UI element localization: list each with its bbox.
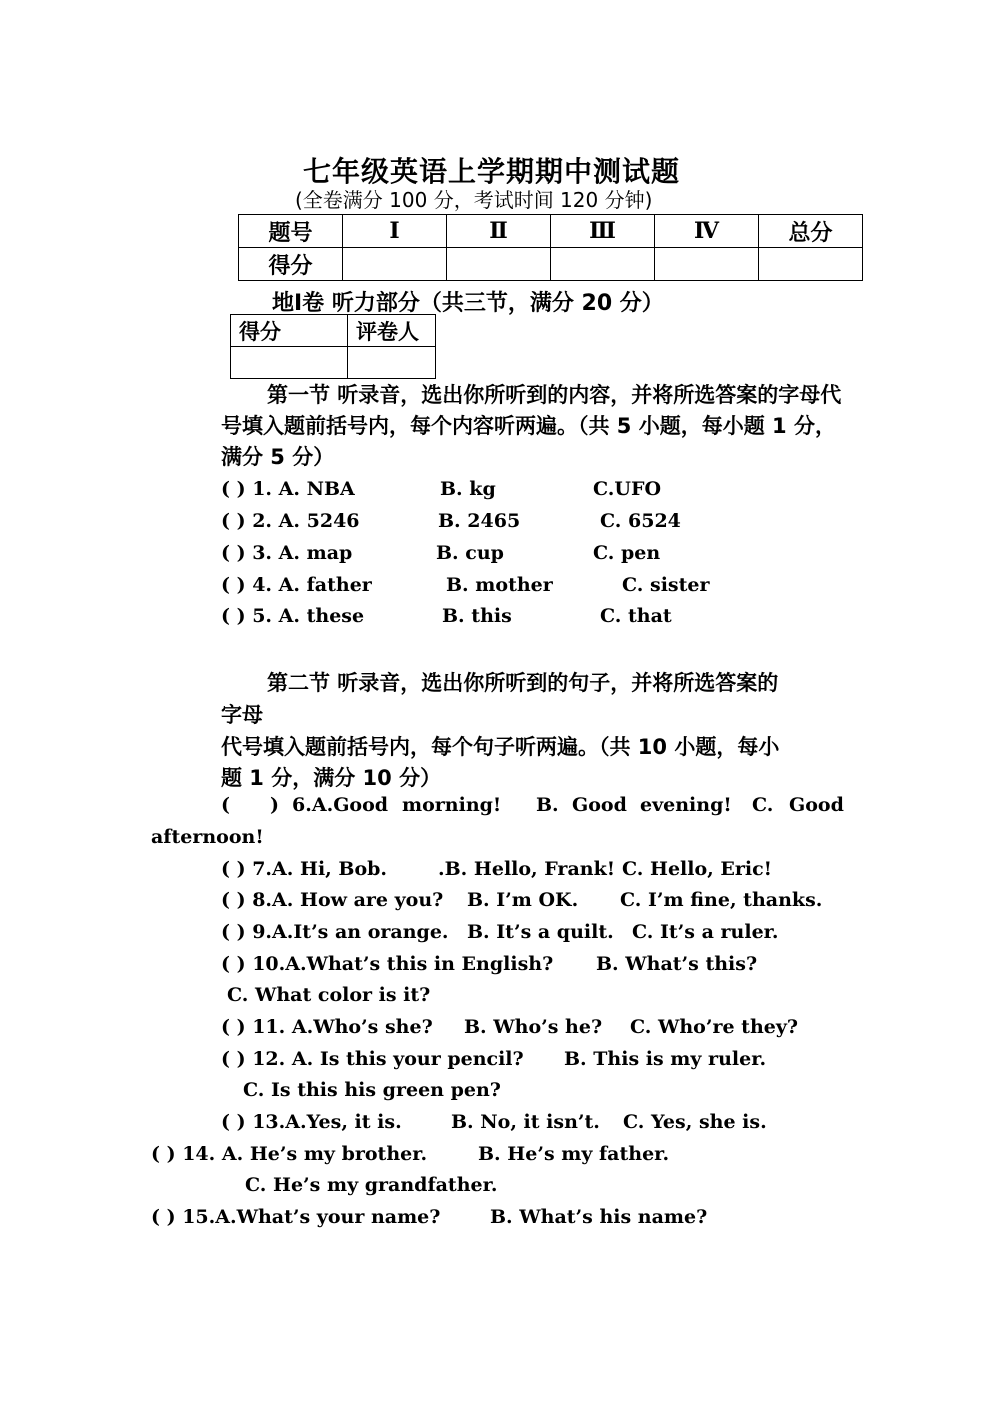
grader-table-score-label: 得分 <box>231 315 348 347</box>
q6-option-a-cont: morning! <box>402 794 502 816</box>
score-table <box>238 214 863 281</box>
section2-instructions-line3: 代号填入题前括号内，每个句子听两遍。（共 10 小题，每小 <box>221 735 780 759</box>
q5-stem: ( ) 5. A. these <box>221 605 365 627</box>
q14-option-c: C. He’s my grandfather. <box>245 1174 498 1196</box>
score-table-header-part1: Ⅰ <box>343 215 447 248</box>
grader-cell <box>348 347 436 379</box>
score-cell <box>343 248 447 281</box>
q11-stem: ( ) 11. A.Who’s she? <box>221 1016 433 1038</box>
score-table-header-part2: Ⅱ <box>447 215 551 248</box>
q15-stem: ( ) 15.A.What’s your name? <box>151 1206 441 1228</box>
q13-stem: ( ) 13.A.Yes, it is. <box>221 1111 402 1133</box>
score-cell <box>551 248 655 281</box>
q12-stem: ( ) 12. A. Is this your pencil? <box>221 1048 524 1070</box>
score-cell <box>759 248 863 281</box>
q3-stem: ( ) 3. A. map <box>221 542 353 564</box>
q10-stem: ( ) 10.A.What’s this in English? <box>221 953 554 975</box>
q6-option-b-letter: B. <box>536 794 559 816</box>
q10-option-c: C. What color is it? <box>227 984 431 1006</box>
q8-stem: ( ) 8.A. How are you? <box>221 889 444 911</box>
q6-paren-open: ( <box>221 794 230 816</box>
q2-option-b: B. 2465 <box>438 510 521 532</box>
q12-option-c: C. Is this his green pen? <box>243 1079 501 1101</box>
q9-option-b: B. It’s a quilt. <box>467 921 614 943</box>
score-table-row-label: 得分 <box>239 248 343 281</box>
q4-stem: ( ) 4. A. father <box>221 574 372 596</box>
q11-option-c: C. Who’re they? <box>630 1016 799 1038</box>
q1-option-b: B. kg <box>440 478 496 500</box>
page-title: 七年级英语上学期期中测试题 <box>303 155 681 188</box>
q6-option-a: 6.A.Good <box>292 794 389 816</box>
part1-heading: 地Ⅰ卷 听力部分（共三节，满分 20 分） <box>272 291 664 316</box>
q3-option-c: C. pen <box>593 542 661 564</box>
score-table-header-total: 总分 <box>759 215 863 248</box>
grader-table-grader-label: 评卷人 <box>348 315 436 347</box>
q7-option-c: C. Hello, Eric! <box>622 858 773 880</box>
q6-option-c-word: Good <box>789 794 844 816</box>
q4-option-c: C. sister <box>622 574 710 596</box>
q5-option-c: C. that <box>600 605 672 627</box>
grader-cell <box>231 347 348 379</box>
section1-instructions: 第一节 听录音，选出你所听到的内容，并将所选答案的字母代号填入题前括号内，每个内容听两遍。（共 5 小题，每小题 1 分，满分 5 分） <box>221 383 842 469</box>
q6-paren-close: ) <box>270 794 279 816</box>
score-table-header-part3: Ⅲ <box>551 215 655 248</box>
q9-option-c: C. It’s a ruler. <box>632 921 779 943</box>
q15-option-b: B. What’s his name? <box>490 1206 708 1228</box>
section2-instructions-line1: 第二节 听录音，选出你所听到的句子，并将所选答案的 <box>267 671 779 695</box>
q10-option-b: B. What’s this? <box>596 953 758 975</box>
q6-continuation: afternoon! <box>151 826 264 848</box>
section2-instructions-line4: 题 1 分，满分 10 分） <box>221 766 442 790</box>
q6-option-b-word2: evening! <box>640 794 732 816</box>
grader-table <box>230 314 436 379</box>
q2-stem: ( ) 2. A. 5246 <box>221 510 360 532</box>
q13-option-b: B. No, it isn’t. <box>451 1111 600 1133</box>
score-cell <box>447 248 551 281</box>
q12-option-b: B. This is my ruler. <box>564 1048 767 1070</box>
section2-instructions-line2: 字母 <box>221 703 263 727</box>
page-subtitle: (全卷满分 100 分，考试时间 120 分钟) <box>295 188 653 212</box>
score-table-header-part4: Ⅳ <box>655 215 759 248</box>
q1-option-c: C.UFO <box>593 478 662 500</box>
q1-stem: ( ) 1. A. NBA <box>221 478 355 500</box>
score-cell <box>655 248 759 281</box>
score-table-header-number: 题号 <box>239 215 343 248</box>
q8-option-c: C. I’m fine, thanks. <box>620 889 823 911</box>
q6-option-b-word1: Good <box>572 794 627 816</box>
q5-option-b: B. this <box>442 605 512 627</box>
q14-option-b: B. He’s my father. <box>478 1143 670 1165</box>
q4-option-b: B. mother <box>446 574 553 596</box>
q11-option-b: B. Who’s he? <box>464 1016 603 1038</box>
q3-option-b: B. cup <box>436 542 504 564</box>
q2-option-c: C. 6524 <box>600 510 681 532</box>
q6-option-c-letter: C. <box>752 794 774 816</box>
q13-option-c: C. Yes, she is. <box>623 1111 767 1133</box>
q9-stem: ( ) 9.A.It’s an orange. <box>221 921 449 943</box>
q7-option-b: .B. Hello, Frank! <box>438 858 616 880</box>
q14-stem: ( ) 14. A. He’s my brother. <box>151 1143 428 1165</box>
q7-stem: ( ) 7.A. Hi, Bob. <box>221 858 388 880</box>
q8-option-b: B. I’m OK. <box>467 889 579 911</box>
